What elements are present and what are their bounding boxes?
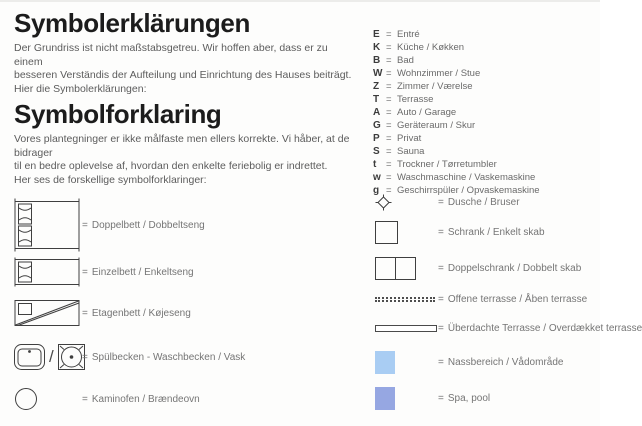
legend-label: = Dusche / Bruser xyxy=(438,197,520,208)
equals-sign: = xyxy=(386,29,392,40)
abbr-meaning: Entré xyxy=(397,29,420,40)
equals-sign: = xyxy=(386,159,392,170)
legend-row-double-bed xyxy=(14,197,205,253)
legend-label: = Einzelbett / Enkeltseng xyxy=(82,266,194,278)
double-bed-icon xyxy=(14,198,82,252)
equals-sign: = xyxy=(386,133,392,144)
abbr-meaning: Geräteraum / Skur xyxy=(397,120,476,131)
legend-row-spa-pool xyxy=(375,386,490,410)
equals-sign: = xyxy=(82,219,88,231)
abbr-letter: G xyxy=(373,120,381,131)
legend-label: = Spülbecken - Waschbecken / Vask xyxy=(82,351,246,363)
abbr-meaning: Küche / Køkken xyxy=(397,42,465,53)
equals-sign: = xyxy=(386,146,392,157)
abbr-meaning: Privat xyxy=(397,133,422,144)
abbr-letter: P xyxy=(373,133,380,144)
legend-label: = Schrank / Enkelt skab xyxy=(438,227,545,238)
abbr-row-entre xyxy=(373,29,540,42)
abbreviation-list xyxy=(373,29,540,198)
abbr-row-terrasse xyxy=(373,94,540,107)
abbr-row-sauna xyxy=(373,146,540,159)
abbr-row-zimmer xyxy=(373,81,540,94)
german-intro-line-1: Der Grundriss ist nicht maßstabsgetreu. Wir hoffen aber, dass er zu einem xyxy=(14,42,328,68)
equals-sign: = xyxy=(438,227,444,238)
legend-label: = Doppelschrank / Dobbelt skab xyxy=(438,263,582,274)
single-cabinet-icon xyxy=(375,221,438,244)
legend-label: = Spa, pool xyxy=(438,392,491,404)
legend-label: = Etagenbett / Køjeseng xyxy=(82,307,191,319)
equals-sign: = xyxy=(438,293,444,305)
legend-row-bunk-bed xyxy=(14,299,191,327)
abbr-meaning: Zimmer / Værelse xyxy=(397,81,473,92)
abbr-letter: t xyxy=(373,159,377,170)
legend-label: = Nassbereich / Vådområde xyxy=(438,356,564,368)
legend-row-single-cabinet xyxy=(375,220,545,245)
equals-sign: = xyxy=(386,81,392,92)
abbr-letter: W xyxy=(373,68,383,79)
shower-icon xyxy=(375,194,438,211)
danish-intro-line-2: til en bedre oplevelse af, hvordan den enkelte feriebolig er indrettet. xyxy=(14,160,328,173)
abbr-meaning: Geschirrspüler / Opvaskemaskine xyxy=(397,185,540,196)
equals-sign: = xyxy=(438,322,444,334)
equals-sign: = xyxy=(82,266,88,278)
abbr-row-auto xyxy=(373,107,540,120)
wet-area-swatch xyxy=(375,351,395,374)
abbr-letter: E xyxy=(373,29,380,40)
rectangular-sink-icon xyxy=(14,344,45,370)
abbr-row-geraeteraum xyxy=(373,120,540,133)
equals-sign: = xyxy=(438,197,444,208)
abbr-letter: A xyxy=(373,107,381,118)
abbr-meaning: Trockner / Tørretumbler xyxy=(397,159,497,170)
legend-row-wood-stove xyxy=(14,387,200,411)
abbr-letter: w xyxy=(373,172,381,183)
spa-pool-swatch xyxy=(375,387,395,410)
abbr-meaning: Sauna xyxy=(397,146,425,157)
equals-sign: = xyxy=(438,356,444,368)
legend-row-single-bed xyxy=(14,257,194,287)
bunk-bed-icon xyxy=(14,299,82,327)
legend-row-covered-terrace xyxy=(375,323,642,333)
abbr-row-bad xyxy=(373,55,540,68)
equals-sign: = xyxy=(386,120,392,131)
german-title: Symbolerklärungen xyxy=(14,8,250,38)
legend-label: = Kaminofen / Brændeovn xyxy=(82,393,200,405)
legend-row-double-cabinet xyxy=(375,256,581,281)
abbr-row-wohnzimmer xyxy=(373,68,540,81)
danish-intro-line-3: Her ses de forskellige symbolforklaringer: xyxy=(14,173,207,186)
abbr-letter: B xyxy=(373,55,381,66)
abbr-row-waschmaschine xyxy=(373,172,540,185)
abbr-letter: S xyxy=(373,146,380,157)
legend-row-shower xyxy=(375,194,520,211)
german-intro xyxy=(14,42,354,96)
equals-sign: = xyxy=(386,55,392,66)
equals-sign: = xyxy=(386,68,392,79)
legend-row-wet-area xyxy=(375,350,563,374)
danish-intro-line-1: Vores plantegninger er ikke målfaste men ellers korrekte. Vi håber, at de bidrager xyxy=(14,133,350,159)
equals-sign: = xyxy=(82,393,88,405)
abbr-meaning: Wohnzimmer / Stue xyxy=(397,68,481,79)
abbr-row-kueche xyxy=(373,42,540,55)
slash-separator: / xyxy=(49,347,54,366)
abbr-letter: K xyxy=(373,42,381,53)
legend-row-open-terrace xyxy=(375,294,587,304)
equals-sign: = xyxy=(438,392,444,404)
single-bed-icon xyxy=(14,257,82,287)
abbr-meaning: Terrasse xyxy=(397,94,434,105)
equals-sign: = xyxy=(386,185,392,196)
equals-sign: = xyxy=(386,94,392,105)
abbr-row-privat xyxy=(373,133,540,146)
equals-sign: = xyxy=(82,351,88,363)
danish-title: Symbolforklaring xyxy=(14,99,222,129)
abbr-letter: Z xyxy=(373,81,380,92)
covered-terrace-icon xyxy=(375,325,437,332)
open-terrace-icon xyxy=(375,297,435,302)
equals-sign: = xyxy=(386,42,392,53)
danish-intro xyxy=(14,133,354,187)
equals-sign: = xyxy=(438,263,444,274)
legend-row-sink xyxy=(14,343,245,371)
legend-label: = Überdachte Terrasse / Overdækket terrasse xyxy=(438,322,642,334)
legend-label: = Offene terrasse / Åben terrasse xyxy=(438,293,588,305)
round-sink-icon xyxy=(58,344,85,370)
sink-icons xyxy=(14,344,82,370)
abbr-letter: T xyxy=(373,94,380,105)
equals-sign: = xyxy=(386,172,392,183)
equals-sign: = xyxy=(82,307,88,319)
abbr-meaning: Bad xyxy=(397,55,414,66)
abbr-meaning: Waschmaschine / Vaskemaskine xyxy=(397,172,536,183)
double-cabinet-icon xyxy=(375,257,438,280)
wood-stove-icon xyxy=(14,387,82,411)
german-intro-line-2: besseren Verständis der Aufteilung und Einrichtung des Hauses beiträgt. xyxy=(14,69,352,82)
equals-sign: = xyxy=(386,107,392,118)
german-intro-line-3: Hier die Symbolerklärungen: xyxy=(14,82,147,95)
abbr-row-trockner xyxy=(373,159,540,172)
abbr-letter: g xyxy=(373,185,380,196)
legend-label: = Doppelbett / Dobbeltseng xyxy=(82,219,205,231)
abbr-meaning: Auto / Garage xyxy=(397,107,457,118)
